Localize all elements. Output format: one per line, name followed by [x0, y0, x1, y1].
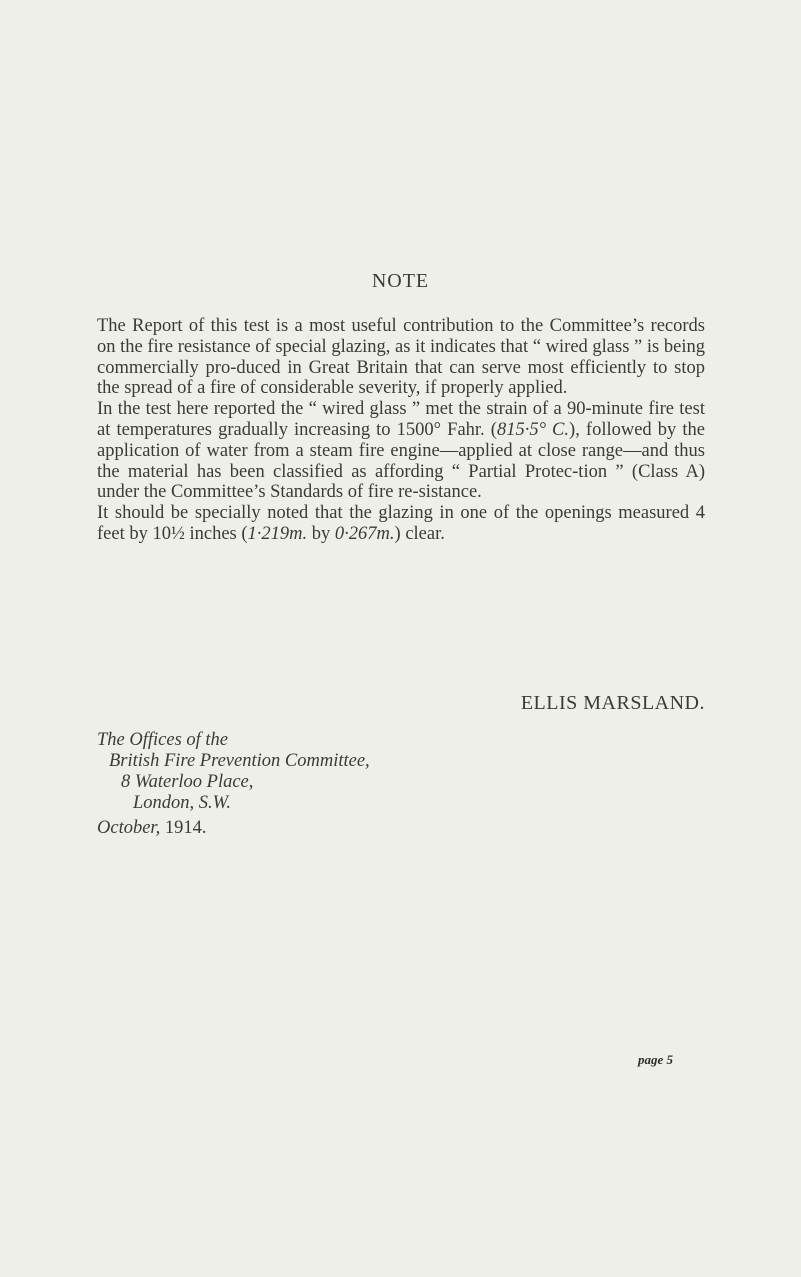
address-line-1: The Offices of the [97, 730, 229, 750]
paragraph-3-before: It should be specially noted that the glazing in one of the openings measured 4 feet by 10½ inches ( [97, 503, 705, 544]
paragraph-2-before: In the test here reported the “ wired glass ” met the strain of a 90-minute fire test at temperatures gradually increasing to 1500° Fahr. ( [97, 399, 705, 440]
note-body [97, 316, 705, 545]
address-block [97, 730, 370, 814]
page-number: page 5 [638, 1052, 674, 1067]
paragraph-1-text: The Report of this test is a most useful contribution to the Committee’s records on the fire resistance of special glazing, as it indicates that “ wired glass ” is being commercially pro-duced in Great Britain that can serve most efficiently to stop the spread of a fire of considerable severity, if properly applied. [97, 316, 705, 399]
paragraph-3 [97, 503, 705, 545]
paragraph-3-metric-1: 1·219m. [247, 523, 308, 544]
paragraph-2-after: ), followed by the application of water from a steam fire engine—applied at close range—and thus the material has been classified as affording “ Partial Protec-tion ” (Class A) under the Committee’s Standards of fire re-sistance. [97, 419, 705, 503]
paragraph-3-after: ) clear. [394, 523, 445, 544]
address-line-2: British Fire Prevention Committee, [109, 751, 370, 771]
date-line [97, 818, 206, 839]
address-line-3: 8 Waterloo Place, [121, 772, 254, 792]
paragraph-2-metric: 815·5° C. [496, 419, 570, 440]
address-line-4: London, S.W. [133, 793, 232, 813]
date-month: October, [97, 818, 161, 838]
page-title: NOTE [371, 270, 430, 292]
paragraph-2 [97, 399, 705, 503]
paragraph-1 [97, 316, 705, 399]
paragraph-3-middle: by [307, 523, 335, 544]
signature: ELLIS MARSLAND. [520, 692, 705, 714]
paragraph-3-metric-2: 0·267m. [334, 523, 395, 544]
date-year: 1914. [160, 818, 207, 838]
